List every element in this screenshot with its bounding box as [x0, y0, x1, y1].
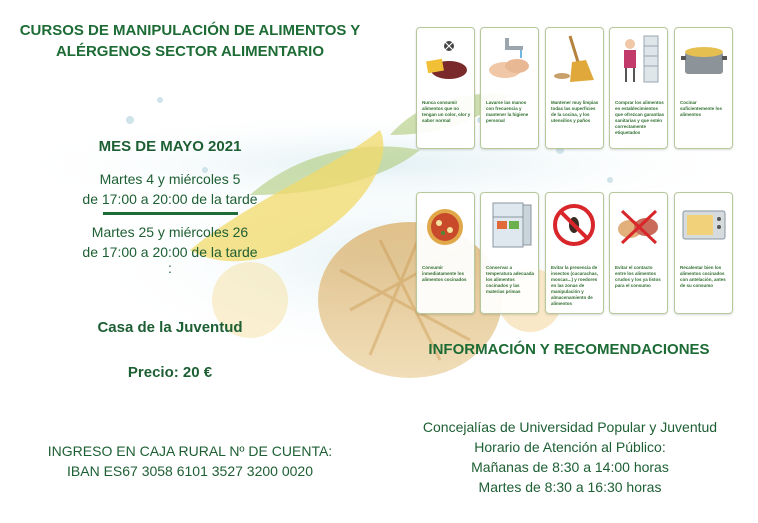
course-month: MES DE MAYO 2021	[98, 138, 242, 155]
cooking-pot-icon	[677, 32, 730, 86]
tip-card-8	[545, 192, 604, 314]
tip-card-3	[545, 27, 604, 149]
tip-text-8: Evitar la presencia de insectos (cucarachas, moscas...) y roedores en las zonas de manipulación y almacenamiento de alimentos	[551, 265, 599, 306]
session-2-days: Martes 25 y miércoles 26	[91, 224, 249, 240]
tip-card-10	[674, 192, 733, 314]
session-2-time: de 17:00 a 20:00 de la tarde	[82, 244, 258, 260]
course-place: Casa de la Juventud	[97, 319, 243, 336]
course-dates	[40, 138, 300, 274]
poster-title	[10, 20, 370, 62]
microwave-icon	[677, 197, 730, 251]
tip-text-2: Lavarse las manos con frecuencia y mantener la higiene personal	[486, 100, 529, 123]
contact-line-3: Mañanas de 8:30 a 14:00 horas	[471, 459, 669, 475]
contact-line-4: Martes de 8:30 a 16:30 horas	[478, 479, 662, 495]
hand-washing-icon	[483, 32, 536, 86]
no-insects-icon	[548, 197, 601, 251]
dates-divider	[103, 212, 238, 215]
tip-text-6: Consumir inmediatamente los alimentos cocinados	[422, 265, 467, 282]
tip-text-5: Cocinar suficientemente los alimentos	[680, 100, 723, 117]
tip-card-7	[480, 192, 539, 314]
payment-info	[25, 441, 355, 481]
fridge-icon	[483, 197, 536, 251]
contact-info	[385, 417, 755, 497]
title-line-2: ALÉRGENOS SECTOR ALIMENTARIO	[55, 43, 325, 60]
tip-text-3: Mantener muy limpias todas las superficies de la cocina, y los utensilios y paños	[551, 100, 599, 123]
contact-line-1: Concejalías de Universidad Popular y Juventud	[422, 419, 718, 435]
tip-card-6	[416, 192, 475, 314]
tip-card-4	[609, 27, 668, 149]
tip-text-1: Nunca consumir alimentos que no tengan un color, olor y sabor normal	[422, 100, 471, 123]
tip-card-2	[480, 27, 539, 149]
tip-card-5	[674, 27, 733, 149]
contact-line-2: Horario de Atención al Público:	[474, 439, 666, 455]
tip-text-10: Recalentar bien los alimentos cocinados con antelación, antes de su consumo	[680, 265, 726, 288]
info-heading: INFORMACIÓN Y RECOMENDACIONES	[428, 341, 710, 358]
spoiled-food-icon	[419, 32, 472, 86]
session-1-days: Martes 4 y miércoles 5	[99, 171, 241, 187]
tip-card-1	[416, 27, 475, 149]
course-price: Precio: 20 €	[127, 364, 213, 381]
tip-card-9	[609, 192, 668, 314]
tip-text-4: Comprar los alimentos en establecimientos que ofrezcan garantías sanitarias y que estén correctamente etiquetados	[615, 100, 665, 135]
shop-icon	[612, 32, 665, 86]
session-1-time: de 17:00 a 20:00 de la tarde	[82, 191, 258, 207]
session-2-trailing-colon: :	[168, 260, 172, 276]
tip-text-7: Conservar a temperatura adecuada los alimentos cocinados y las materias primas	[486, 265, 535, 294]
pizza-icon	[419, 197, 472, 251]
broom-icon	[548, 32, 601, 86]
title-line-1: CURSOS DE MANIPULACIÓN DE ALIMENTOS Y	[19, 22, 361, 39]
payment-iban: IBAN ES67 3058 6101 3527 3200 0020	[67, 463, 313, 479]
no-cross-contact-icon	[612, 197, 665, 251]
tip-text-9: Evitar el contacto entre los alimentos crudos y los ya listos para el consumo	[615, 265, 661, 288]
payment-line-1: INGRESO EN CAJA RURAL Nº DE CUENTA:	[47, 443, 333, 459]
